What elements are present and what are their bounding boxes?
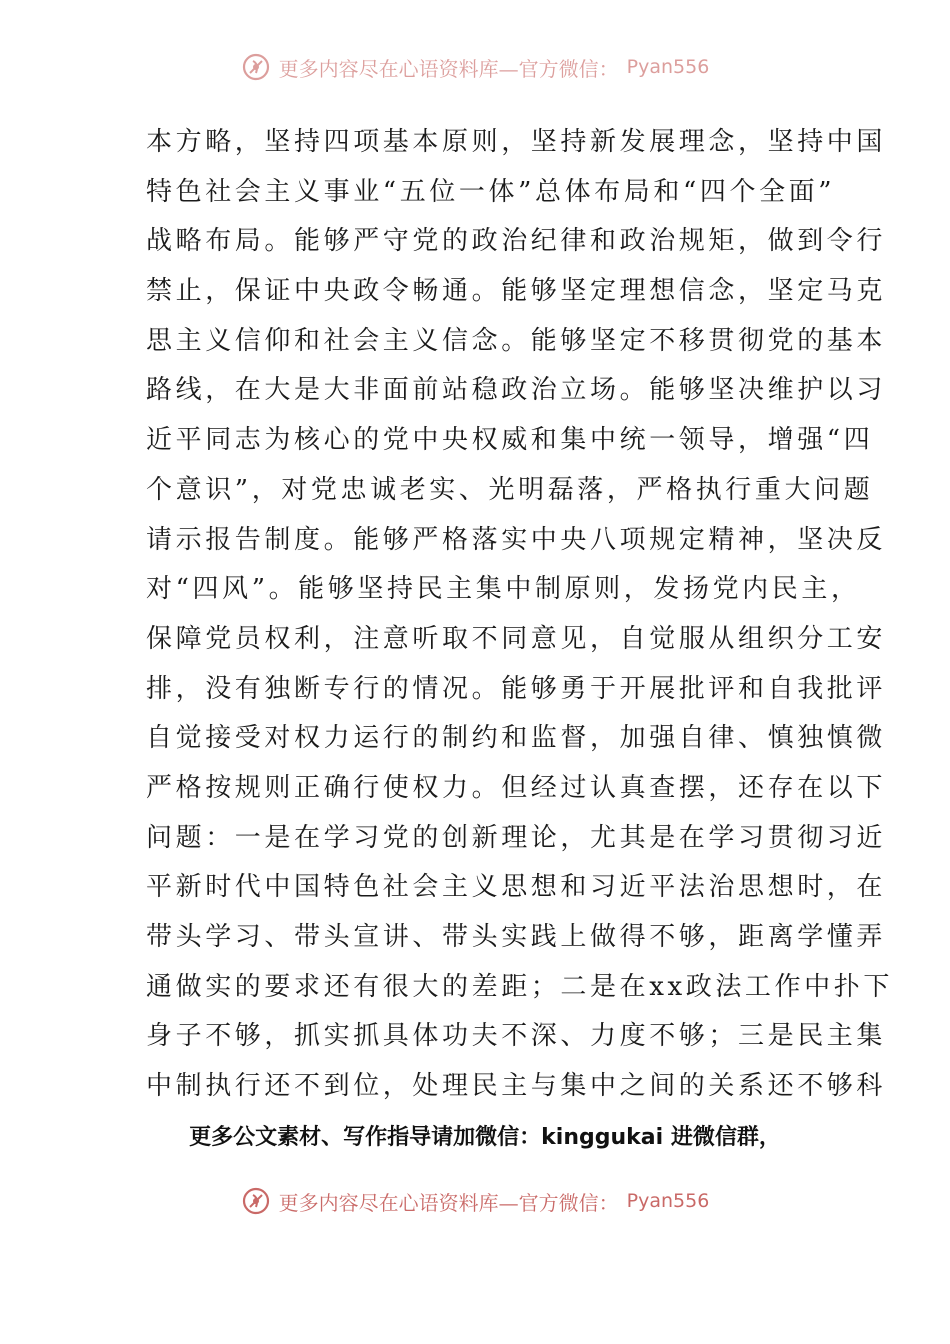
text-line: 近平同志为核心的党中央权威和集中统一领导，增强“四: [146, 425, 874, 456]
text-line: 平新时代中国特色社会主义思想和习近平法治思想时，在: [146, 872, 887, 903]
brand-logo-icon: [241, 1186, 271, 1216]
document-body: [146, 118, 893, 1112]
watermark-id: Pyan556: [626, 56, 710, 78]
text-line: 对“四风”。能够坚持民主集中制原则，发扬党内民主，: [146, 574, 861, 605]
header-watermark: [0, 52, 950, 82]
footer-watermark: [0, 1186, 950, 1216]
watermark-text: 更多内容尽在心语资料库—官方微信：: [278, 1190, 619, 1215]
text-line: 特色社会主义事业“五位一体”总体布局和“四个全面”: [146, 176, 836, 207]
text-line: 思主义信仰和社会主义信念。能够坚定不移贯彻党的基本: [146, 325, 887, 356]
watermark-text: 更多内容尽在心语资料库—官方微信：: [278, 56, 619, 81]
text-line: 中制执行还不到位，处理民主与集中之间的关系还不够科: [146, 1071, 887, 1102]
text-line: 严格按规则正确行使权力。但经过认真查摆，还存在以下: [146, 772, 887, 803]
text-line: 个意识”，对党忠诚老实、光明磊落，严格执行重大问题: [146, 474, 874, 505]
text-line: 带头学习、带头宣讲、带头实践上做得不够，距离学懂弄: [146, 922, 887, 952]
text-line: 问题：一是在学习党的创新理论，尤其是在学习贯彻习近: [146, 822, 887, 853]
text-line: 请示报告制度。能够严格落实中央八项规定精神，坚决反: [146, 524, 887, 555]
text-line: 通做实的要求还有很大的差距；二是在xx政法工作中扑下: [146, 971, 893, 1002]
text-line: 战略布局。能够严守党的政治纪律和政治规矩，做到令行: [146, 226, 887, 257]
watermark-id: Pyan556: [626, 1190, 710, 1212]
text-line: 路线，在大是大非面前站稳政治立场。能够坚决维护以习: [146, 375, 887, 406]
text-line: 保障党员权利，注意听取不同意见，自觉服从组织分工安: [146, 623, 887, 654]
text-line: 身子不够，抓实抓具体功夫不深、力度不够；三是民主集: [146, 1021, 887, 1052]
text-line: 本方略，坚持四项基本原则，坚持新发展理念，坚持中国: [146, 127, 887, 157]
text-line: 排，没有独断专行的情况。能够勇于开展批评和自我批评: [146, 673, 887, 704]
text-line: 禁止，保证中央政令畅通。能够坚定理想信念，坚定马克: [146, 276, 887, 307]
footer-note: 更多公文素材、写作指导请加微信：kinggukai 进微信群，: [189, 1125, 781, 1150]
brand-logo-icon: [241, 52, 271, 82]
text-line: 自觉接受对权力运行的制约和监督，加强自律、慎独慎微: [146, 723, 887, 754]
